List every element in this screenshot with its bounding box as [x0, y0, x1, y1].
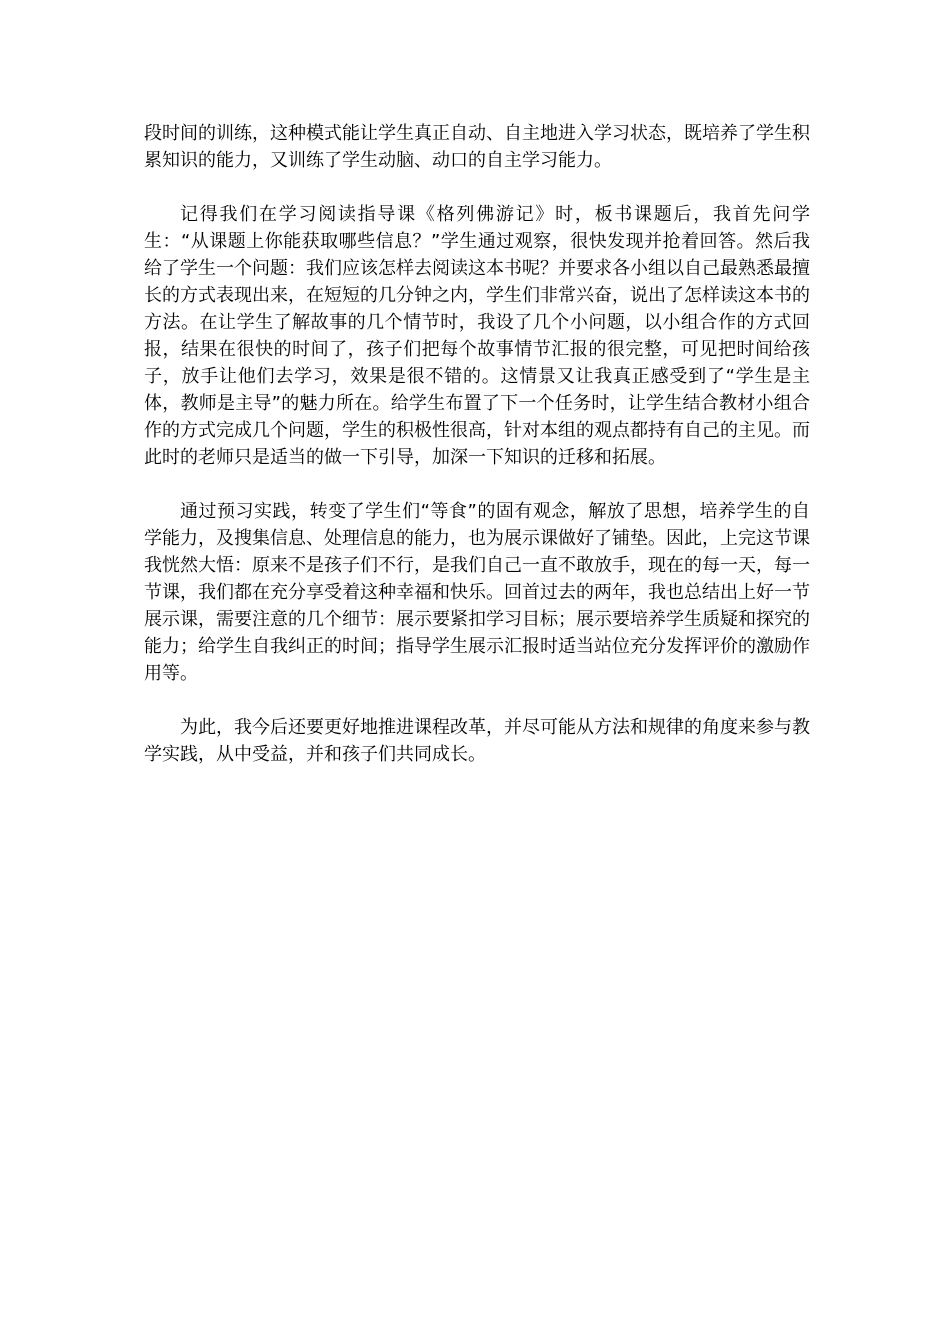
- document-body: [144, 120, 810, 795]
- paragraph-preview-practice: 通过预习实践，转变了学生们“等食”的固有观念，解放了思想，培养学生的自学能力，及搜集信息、处理信息的能力，也为展示课做好了铺垫。因此，上完这节课我恍然大悟：原来不是孩子们不行，是我们自己一直不敢放手，现在的每一天，每一节课，我们都在充分享受着这种幸福和快乐。回首过去的两年，我也总结出上好一节展示课，需要注意的几个细节：展示要紧扣学习目标；展示要培养学生质疑和探究的能力；给学生自我纠正的时间；指导学生展示汇报时适当站位充分发挥评价的激励作用等。: [144, 501, 810, 684]
- paragraph-conclusion: 为此，我今后还要更好地推进课程改革，并尽可能从方法和规律的角度来参与教学实践，从中受益，并和孩子们共同成长。: [144, 717, 810, 765]
- paragraph-reading-lesson: 记得我们在学习阅读指导课《格列佛游记》时，板书课题后，我首先问学生：“从课题上你能获取哪些信息？”学生通过观察，很快发现并抢着回答。然后我给了学生一个问题：我们应该怎样去阅读这本书呢？并要求各小组以自己最熟悉最擅长的方式表现出来，在短短的几分钟之内，学生们非常兴奋，说出了怎样读这本书的方法。在让学生了解故事的几个情节时，我设了几个小问题，以小组合作的方式回报，结果在很快的时间了，孩子们把每个故事情节汇报的很完整，可见把时间给孩子，放手让他们去学习，效果是很不错的。这情景又让我真正感受到了“学生是主体，教师是主导”的魅力所在。给学生布置了下一个任务时，让学生结合教材小组合作的方式完成几个问题，学生的积极性很高，针对本组的观点都持有自己的主见。而此时的老师只是适当的做一下引导，加深一下知识的迁移和拓展。: [144, 204, 810, 468]
- paragraph-continuation: 段时间的训练，这种模式能让学生真正自动、自主地进入学习状态，既培养了学生积累知识的能力，又训练了学生动脑、动口的自主学习能力。: [144, 123, 810, 171]
